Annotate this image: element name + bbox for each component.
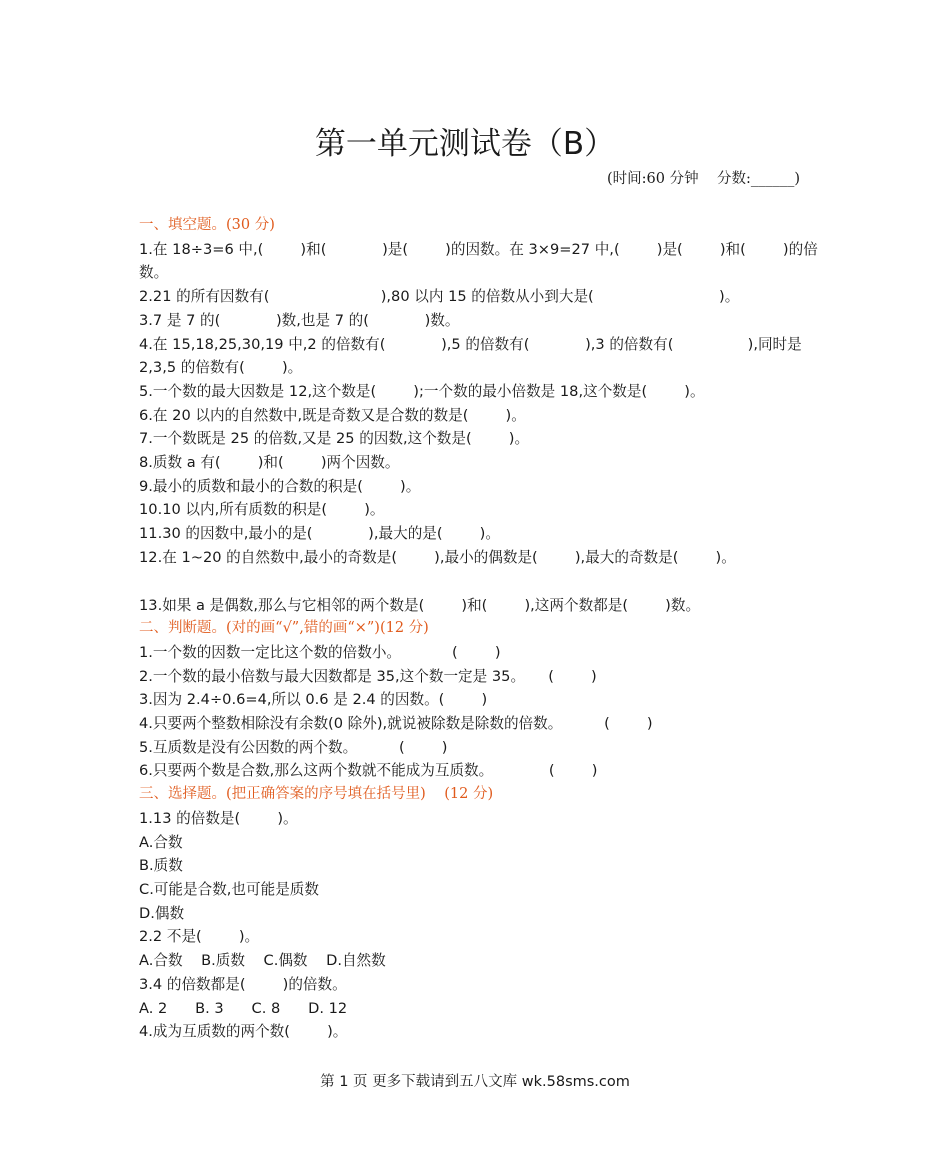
- choice-option: C.可能是合数,也可能是质数: [139, 880, 320, 898]
- question-item: 7.一个数既是 25 的倍数,又是 25 的因数,这个数是( )。: [139, 430, 530, 448]
- section-title: 三、选择题。: [139, 786, 226, 803]
- question-item: 12.在 1~20 的自然数中,最小的奇数是( ),最小的偶数是( ),最大的奇数是( )。: [139, 548, 736, 566]
- question-item: 4.只要两个整数相除没有余数(0 除外),就说被除数是除数的倍数。 ( ): [139, 715, 653, 733]
- page-footer: 第 1 页 更多下载请到五八文库 wk.58sms.com: [320, 1074, 630, 1090]
- section-heading-fill-in: [139, 214, 819, 238]
- question-item: 9.最小的质数和最小的合数的积是( )。: [139, 477, 421, 495]
- choice-options-row: A.合数 B.质数 C.偶数 D.自然数: [139, 952, 386, 970]
- exam-body: [139, 214, 819, 1044]
- page-title: 第一单元测试卷（B）: [314, 126, 616, 162]
- question-item: 2.2 不是( )。: [139, 928, 260, 946]
- choice-option: D.偶数: [139, 904, 185, 922]
- question-item: 13.如果 a 是偶数,那么与它相邻的两个数是( )和( ),这两个数都是( )数。: [139, 596, 701, 614]
- spacer: [139, 570, 819, 594]
- section-title: 二、判断题。: [139, 620, 226, 637]
- section-heading-true-false: [139, 617, 819, 641]
- question-item: 1.13 的倍数是( )。: [139, 809, 298, 827]
- question-item: 5.一个数的最大因数是 12,这个数是( );一个数的最小倍数是 18,这个数是( )。: [139, 382, 705, 400]
- time-score-line: (时间:60 分钟 分数:______): [607, 171, 801, 187]
- question-item: 3.4 的倍数都是( )的倍数。: [139, 975, 347, 993]
- question-item: 8.质数 a 有( )和( )两个因数。: [139, 454, 400, 472]
- question-item: 6.只要两个数是合数,那么这两个数就不能成为互质数。 ( ): [139, 762, 598, 780]
- choice-option: A.合数: [139, 833, 183, 851]
- question-item: 3.7 是 7 的( )数,也是 7 的( )数。: [139, 311, 460, 329]
- question-item: 10.10 以内,所有质数的积是( )。: [139, 501, 385, 519]
- question-item: 4.在 15,18,25,30,19 中,2 的倍数有( ),5 的倍数有( ),3 的倍数有( ),同时是2,3,5 的倍数有( )。: [139, 335, 802, 377]
- question-item: 2.21 的所有因数有( ),80 以内 15 的倍数从小到大是( )。: [139, 288, 740, 306]
- question-item: 3.因为 2.4÷0.6=4,所以 0.6 是 2.4 的因数。( ): [139, 691, 488, 709]
- question-item: 1.在 18÷3=6 中,( )和( )是( )的因数。在 3×9=27 中,( )是( )和( )的倍数。: [139, 240, 818, 282]
- section-note: (对的画“√”,错的画“×”)(12 分): [226, 620, 429, 637]
- question-item: 2.一个数的最小倍数与最大因数都是 35,这个数一定是 35。 ( ): [139, 667, 597, 685]
- question-item: 4.成为互质数的两个数( )。: [139, 1023, 348, 1041]
- section-heading-multiple-choice: [139, 783, 819, 807]
- choice-options-row: A. 2 B. 3 C. 8 D. 12: [139, 999, 348, 1017]
- choice-option: B.质数: [139, 857, 183, 875]
- question-item: 5.互质数是没有公因数的两个数。 ( ): [139, 738, 448, 756]
- section-title: 一、填空题。: [139, 217, 226, 233]
- question-item: 1.一个数的因数一定比这个数的倍数小。 ( ): [139, 643, 501, 661]
- section-note: (30 分): [226, 217, 275, 233]
- question-item: 6.在 20 以内的自然数中,既是奇数又是合数的数是( )。: [139, 406, 526, 424]
- question-item: 11.30 的因数中,最小的是( ),最大的是( )。: [139, 525, 500, 543]
- section-note: (把正确答案的序号填在括号里) (12 分): [226, 786, 494, 803]
